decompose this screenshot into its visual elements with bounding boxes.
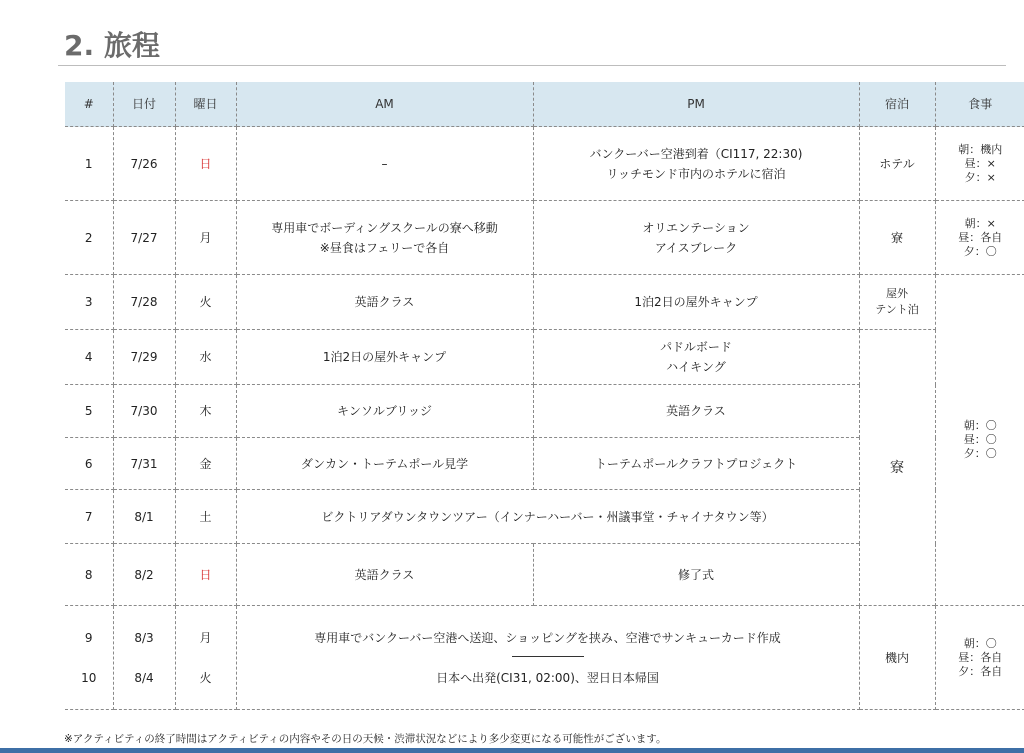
row-dow xyxy=(175,606,236,710)
header-meals: 食事 xyxy=(935,82,1024,127)
stay-merged: 寮 xyxy=(859,330,935,606)
meal-dinner: 夕：各自 xyxy=(958,664,1003,678)
row-am xyxy=(236,201,533,275)
row-pm-line: パドルボード xyxy=(660,340,732,354)
row-dow: 日 xyxy=(175,127,236,201)
meal-breakfast: 朝：〇 xyxy=(963,419,997,432)
row-no: 6 xyxy=(65,438,113,490)
row-pm-line: バンクーバー空港到着（CI117, 22:30) xyxy=(589,146,803,161)
row-date: 8/1 xyxy=(113,490,175,544)
row-dow: 火 xyxy=(175,275,236,330)
row-dow: 水 xyxy=(175,330,236,385)
row-no-line: 10 xyxy=(81,670,97,685)
row-date: 7/29 xyxy=(113,330,175,385)
meal-dinner: 夕：〇 xyxy=(963,447,997,460)
row-am: – xyxy=(236,127,533,201)
row-dow: 土 xyxy=(175,490,236,544)
row-pm: 修了式 xyxy=(533,544,859,606)
row-no: 1 xyxy=(65,127,113,201)
row-no: 8 xyxy=(65,544,113,606)
row-no: 3 xyxy=(65,275,113,330)
row-dow-line: 月 xyxy=(199,630,212,645)
table-row xyxy=(65,201,1024,275)
row-date-line: 8/3 xyxy=(134,630,154,645)
meal-lunch: 昼：〇 xyxy=(963,433,997,446)
header-dow: 曜日 xyxy=(175,82,236,127)
row-pm-line: オリエンテーション xyxy=(642,220,750,235)
row-date: 8/2 xyxy=(113,544,175,606)
row-stay: ホテル xyxy=(859,127,935,201)
row-pm xyxy=(533,127,859,201)
row-meals xyxy=(935,201,1024,275)
header-stay: 宿泊 xyxy=(859,82,935,127)
row-no: 7 xyxy=(65,490,113,544)
stay-merged-flight: 機内 xyxy=(859,606,935,710)
separator-line xyxy=(512,656,584,657)
page-title: 2. 旅程 xyxy=(64,29,160,62)
row-ampm-line: 日本へ出発(CI31, 02:00)、翌日日本帰国 xyxy=(436,670,659,685)
footnote: ※アクティビティの終了時間はアクティビティの内容やその日の天候・渋滞状況などにより多少変更になる可能性がございます。 xyxy=(64,733,667,745)
table-header-row xyxy=(65,82,1024,127)
row-pm: トーテムポールクラフトプロジェクト xyxy=(533,438,859,490)
title-divider xyxy=(58,65,1006,66)
row-date: 7/28 xyxy=(113,275,175,330)
row-pm-line: アイスブレーク xyxy=(654,240,738,255)
meal-breakfast: 朝：〇 xyxy=(963,636,997,650)
meal-breakfast: 朝：× xyxy=(964,216,996,230)
row-am: 英語クラス xyxy=(236,275,533,330)
table-row xyxy=(65,275,1024,330)
row-ampm xyxy=(236,606,859,710)
row-dow-line: 火 xyxy=(199,670,212,685)
meal-lunch: 昼：× xyxy=(964,156,996,170)
row-am: 英語クラス xyxy=(236,544,533,606)
row-am: 1泊2日の屋外キャンプ xyxy=(236,330,533,385)
table-row xyxy=(65,606,1024,710)
row-no: 5 xyxy=(65,385,113,438)
row-pm-line: ハイキング xyxy=(666,360,726,374)
row-meals xyxy=(935,127,1024,201)
meal-dinner: 夕：× xyxy=(964,170,996,184)
header-no: # xyxy=(65,82,113,127)
row-dow: 月 xyxy=(175,201,236,275)
table-row xyxy=(65,127,1024,201)
row-date: 7/30 xyxy=(113,385,175,438)
row-date: 7/31 xyxy=(113,438,175,490)
row-pm-line: リッチモンド市内のホテルに宿泊 xyxy=(606,166,786,181)
row-am-line: ※昼食はフェリーで各自 xyxy=(319,240,450,255)
row-stay: 寮 xyxy=(859,201,935,275)
meals-merged xyxy=(935,275,1024,606)
row-no: 2 xyxy=(65,201,113,275)
row-no xyxy=(65,606,113,710)
meal-lunch: 昼：各自 xyxy=(958,230,1003,244)
row-dow: 日 xyxy=(175,544,236,606)
meal-breakfast: 朝：機内 xyxy=(958,142,1003,156)
row-am: キンソルブリッジ xyxy=(236,385,533,438)
row-no-line: 9 xyxy=(84,630,93,645)
row-stay-line: テント泊 xyxy=(875,303,919,316)
row-am: ダンカン・トーテムポール見学 xyxy=(236,438,533,490)
meal-lunch: 昼：各自 xyxy=(958,650,1003,664)
row-am-line: 専用車でボーディングスクールの寮へ移動 xyxy=(271,220,498,235)
row-pm xyxy=(533,201,859,275)
header-date: 日付 xyxy=(113,82,175,127)
row-pm xyxy=(533,330,859,385)
header-am: AM xyxy=(236,82,533,127)
row-pm: 1泊2日の屋外キャンプ xyxy=(533,275,859,330)
meal-dinner: 夕：〇 xyxy=(963,244,997,258)
table-row xyxy=(65,330,1024,385)
bottom-accent-bar xyxy=(0,748,1024,753)
row-pm: 英語クラス xyxy=(533,385,859,438)
row-stay xyxy=(859,275,935,330)
row-date xyxy=(113,606,175,710)
row-no: 4 xyxy=(65,330,113,385)
row-date-line: 8/4 xyxy=(134,670,154,685)
itinerary-table xyxy=(65,82,1024,710)
row-dow: 木 xyxy=(175,385,236,438)
row-stay-line: 屋外 xyxy=(886,287,908,300)
meals-merged-flight xyxy=(935,606,1024,710)
row-date: 7/27 xyxy=(113,201,175,275)
row-ampm: ビクトリアダウンタウンツアー（インナーハーバー・州議事堂・チャイナタウン等） xyxy=(236,490,859,544)
row-dow: 金 xyxy=(175,438,236,490)
row-ampm-line: 専用車でバンクーバー空港へ送迎、ショッピングを挟み、空港でサンキューカード作成 xyxy=(314,630,781,645)
header-pm: PM xyxy=(533,82,859,127)
row-date: 7/26 xyxy=(113,127,175,201)
